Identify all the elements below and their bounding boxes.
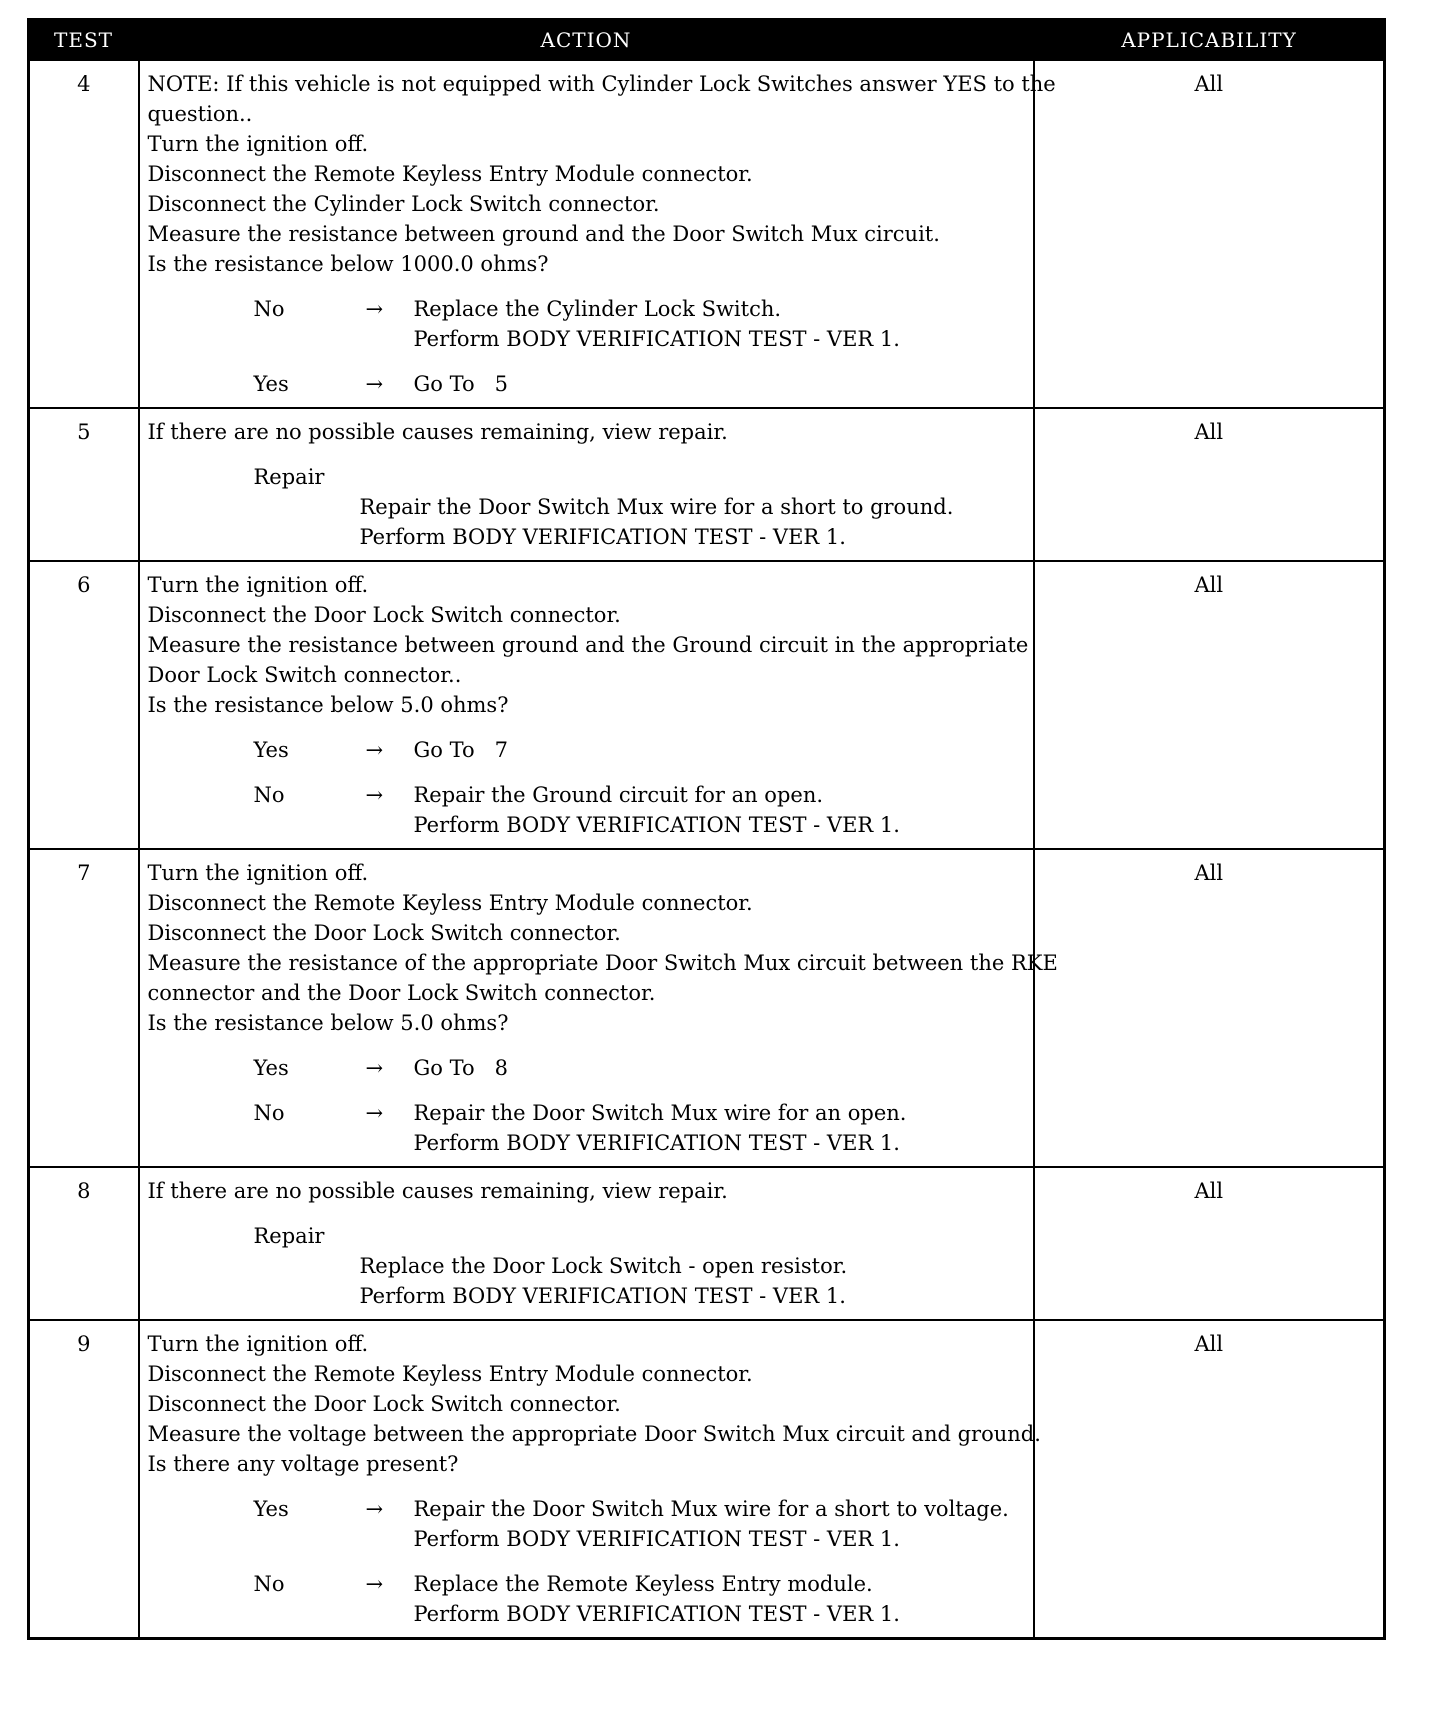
applicability-value: All <box>1034 561 1385 849</box>
action-cell <box>139 1167 1034 1320</box>
action-line: Turn the ignition off. <box>147 861 369 885</box>
repair-instructions <box>148 1251 1029 1311</box>
action-line: Is the resistance below 5.0 ohms? <box>147 1011 509 1035</box>
applicability-value: All <box>1034 849 1385 1167</box>
action-line: connector and the Door Lock Switch connector. <box>147 981 656 1005</box>
branch-line: Repair the Ground circuit for an open. <box>413 783 824 807</box>
branch-label: No <box>253 297 285 321</box>
repair-line: Repair the Door Switch Mux wire for a short to ground. <box>359 495 954 519</box>
applicability-value: All <box>1034 60 1385 409</box>
action-cell <box>139 408 1034 561</box>
decision-branch <box>148 735 1029 765</box>
action-line: Disconnect the Remote Keyless Entry Module connector. <box>147 1362 753 1386</box>
action-line: Measure the voltage between the appropriate Door Switch Mux circuit and ground. <box>147 1422 1041 1446</box>
arrow-right-icon: → <box>365 738 384 762</box>
branch-line: Go To 5 <box>413 372 508 396</box>
test-number: 8 <box>29 1167 139 1320</box>
branch-line: Go To 8 <box>413 1056 508 1080</box>
decision-branch <box>148 294 1029 354</box>
branch-text <box>414 1098 907 1158</box>
applicability-value: All <box>1034 1320 1385 1639</box>
action-line: Disconnect the Door Lock Switch connector. <box>147 921 621 945</box>
header-applicability: APPLICABILITY <box>1034 20 1385 60</box>
action-cell <box>139 561 1034 849</box>
action-line: Is the resistance below 5.0 ohms? <box>147 693 509 717</box>
decision-branch <box>148 1053 1029 1083</box>
arrow-right-icon: → <box>365 372 384 396</box>
action-line: Is the resistance below 1000.0 ohms? <box>147 252 549 276</box>
action-line: If there are no possible causes remaining, view repair. <box>147 1179 728 1203</box>
decision-branch <box>148 1569 1029 1629</box>
branch-text <box>414 369 509 399</box>
branch-line: Perform BODY VERIFICATION TEST - VER 1. <box>413 327 900 351</box>
branch-text <box>414 294 900 354</box>
branch-line: Repair the Door Switch Mux wire for an open. <box>413 1101 907 1125</box>
action-line: Measure the resistance of the appropriate Door Switch Mux circuit between the RKE <box>147 951 1058 975</box>
decision-branch <box>148 369 1029 399</box>
diagnostic-test-table <box>27 18 1386 1640</box>
table-row <box>29 408 1385 561</box>
table-row <box>29 1320 1385 1639</box>
branch-line: Replace the Remote Keyless Entry module. <box>413 1572 873 1596</box>
decision-branch <box>148 780 1029 840</box>
branch-label: No <box>253 783 285 807</box>
action-line: Turn the ignition off. <box>147 1332 369 1356</box>
table-row <box>29 1167 1385 1320</box>
table-body <box>29 60 1385 1639</box>
branch-label: Yes <box>253 1056 289 1080</box>
table-row <box>29 60 1385 409</box>
action-line: Is there any voltage present? <box>147 1452 459 1476</box>
applicability-value: All <box>1034 1167 1385 1320</box>
branch-text <box>414 1569 900 1629</box>
decision-branch <box>148 1494 1029 1554</box>
branch-line: Repair the Door Switch Mux wire for a short to voltage. <box>413 1497 1009 1521</box>
action-cell <box>139 60 1056 409</box>
action-line: Disconnect the Cylinder Lock Switch connector. <box>147 192 660 216</box>
branch-line: Go To 7 <box>413 738 508 762</box>
action-line: Disconnect the Door Lock Switch connector. <box>147 603 621 627</box>
table-row <box>29 561 1385 849</box>
arrow-right-icon: → <box>365 1572 384 1596</box>
branch-label: Yes <box>253 1497 289 1521</box>
arrow-right-icon: → <box>365 1056 384 1080</box>
action-line: Turn the ignition off. <box>147 132 369 156</box>
repair-line: Replace the Door Lock Switch - open resistor. <box>359 1254 848 1278</box>
arrow-right-icon: → <box>365 1497 384 1521</box>
action-line: Door Lock Switch connector.. <box>147 663 462 687</box>
test-number: 4 <box>29 60 139 409</box>
branch-line: Perform BODY VERIFICATION TEST - VER 1. <box>413 1131 900 1155</box>
branch-text <box>414 1494 1009 1554</box>
action-line: Measure the resistance between ground and the Ground circuit in the appropriate <box>147 633 1029 657</box>
repair-instructions <box>148 492 1029 552</box>
test-number: 6 <box>29 561 139 849</box>
applicability-value: All <box>1034 408 1385 561</box>
action-line: Measure the resistance between ground and the Door Switch Mux circuit. <box>147 222 940 246</box>
action-line: Disconnect the Door Lock Switch connector. <box>147 1392 621 1416</box>
action-line: If there are no possible causes remaining, view repair. <box>147 420 728 444</box>
repair-line: Perform BODY VERIFICATION TEST - VER 1. <box>359 1284 846 1308</box>
action-line: Turn the ignition off. <box>147 573 369 597</box>
header-test: TEST <box>29 20 139 60</box>
header-action: ACTION <box>139 20 1034 60</box>
action-line: Disconnect the Remote Keyless Entry Module connector. <box>147 891 753 915</box>
table-header-row <box>29 20 1385 60</box>
branch-label: No <box>253 1572 285 1596</box>
branch-text <box>414 780 900 840</box>
branch-text <box>414 1053 509 1083</box>
decision-branch <box>148 1098 1029 1158</box>
branch-line: Replace the Cylinder Lock Switch. <box>413 297 782 321</box>
action-cell <box>139 849 1058 1167</box>
branch-label: Yes <box>253 738 289 762</box>
arrow-right-icon: → <box>365 1101 384 1125</box>
repair-label: Repair <box>253 465 325 489</box>
action-line: Disconnect the Remote Keyless Entry Module connector. <box>147 162 753 186</box>
branch-line: Perform BODY VERIFICATION TEST - VER 1. <box>413 1527 900 1551</box>
test-number: 9 <box>29 1320 139 1639</box>
branch-label: No <box>253 1101 285 1125</box>
test-number: 5 <box>29 408 139 561</box>
diagnostic-test-table-container <box>27 18 1383 1640</box>
arrow-right-icon: → <box>365 297 384 321</box>
action-line: NOTE: If this vehicle is not equipped with Cylinder Lock Switches answer YES to the <box>147 72 1056 96</box>
repair-label: Repair <box>253 1224 325 1248</box>
repair-line: Perform BODY VERIFICATION TEST - VER 1. <box>359 525 846 549</box>
branch-line: Perform BODY VERIFICATION TEST - VER 1. <box>413 1602 900 1626</box>
action-cell <box>139 1320 1041 1639</box>
branch-line: Perform BODY VERIFICATION TEST - VER 1. <box>413 813 900 837</box>
arrow-right-icon: → <box>365 783 384 807</box>
action-line: question.. <box>147 102 253 126</box>
test-number: 7 <box>29 849 139 1167</box>
table-row <box>29 849 1385 1167</box>
branch-text <box>414 735 509 765</box>
branch-label: Yes <box>253 372 289 396</box>
